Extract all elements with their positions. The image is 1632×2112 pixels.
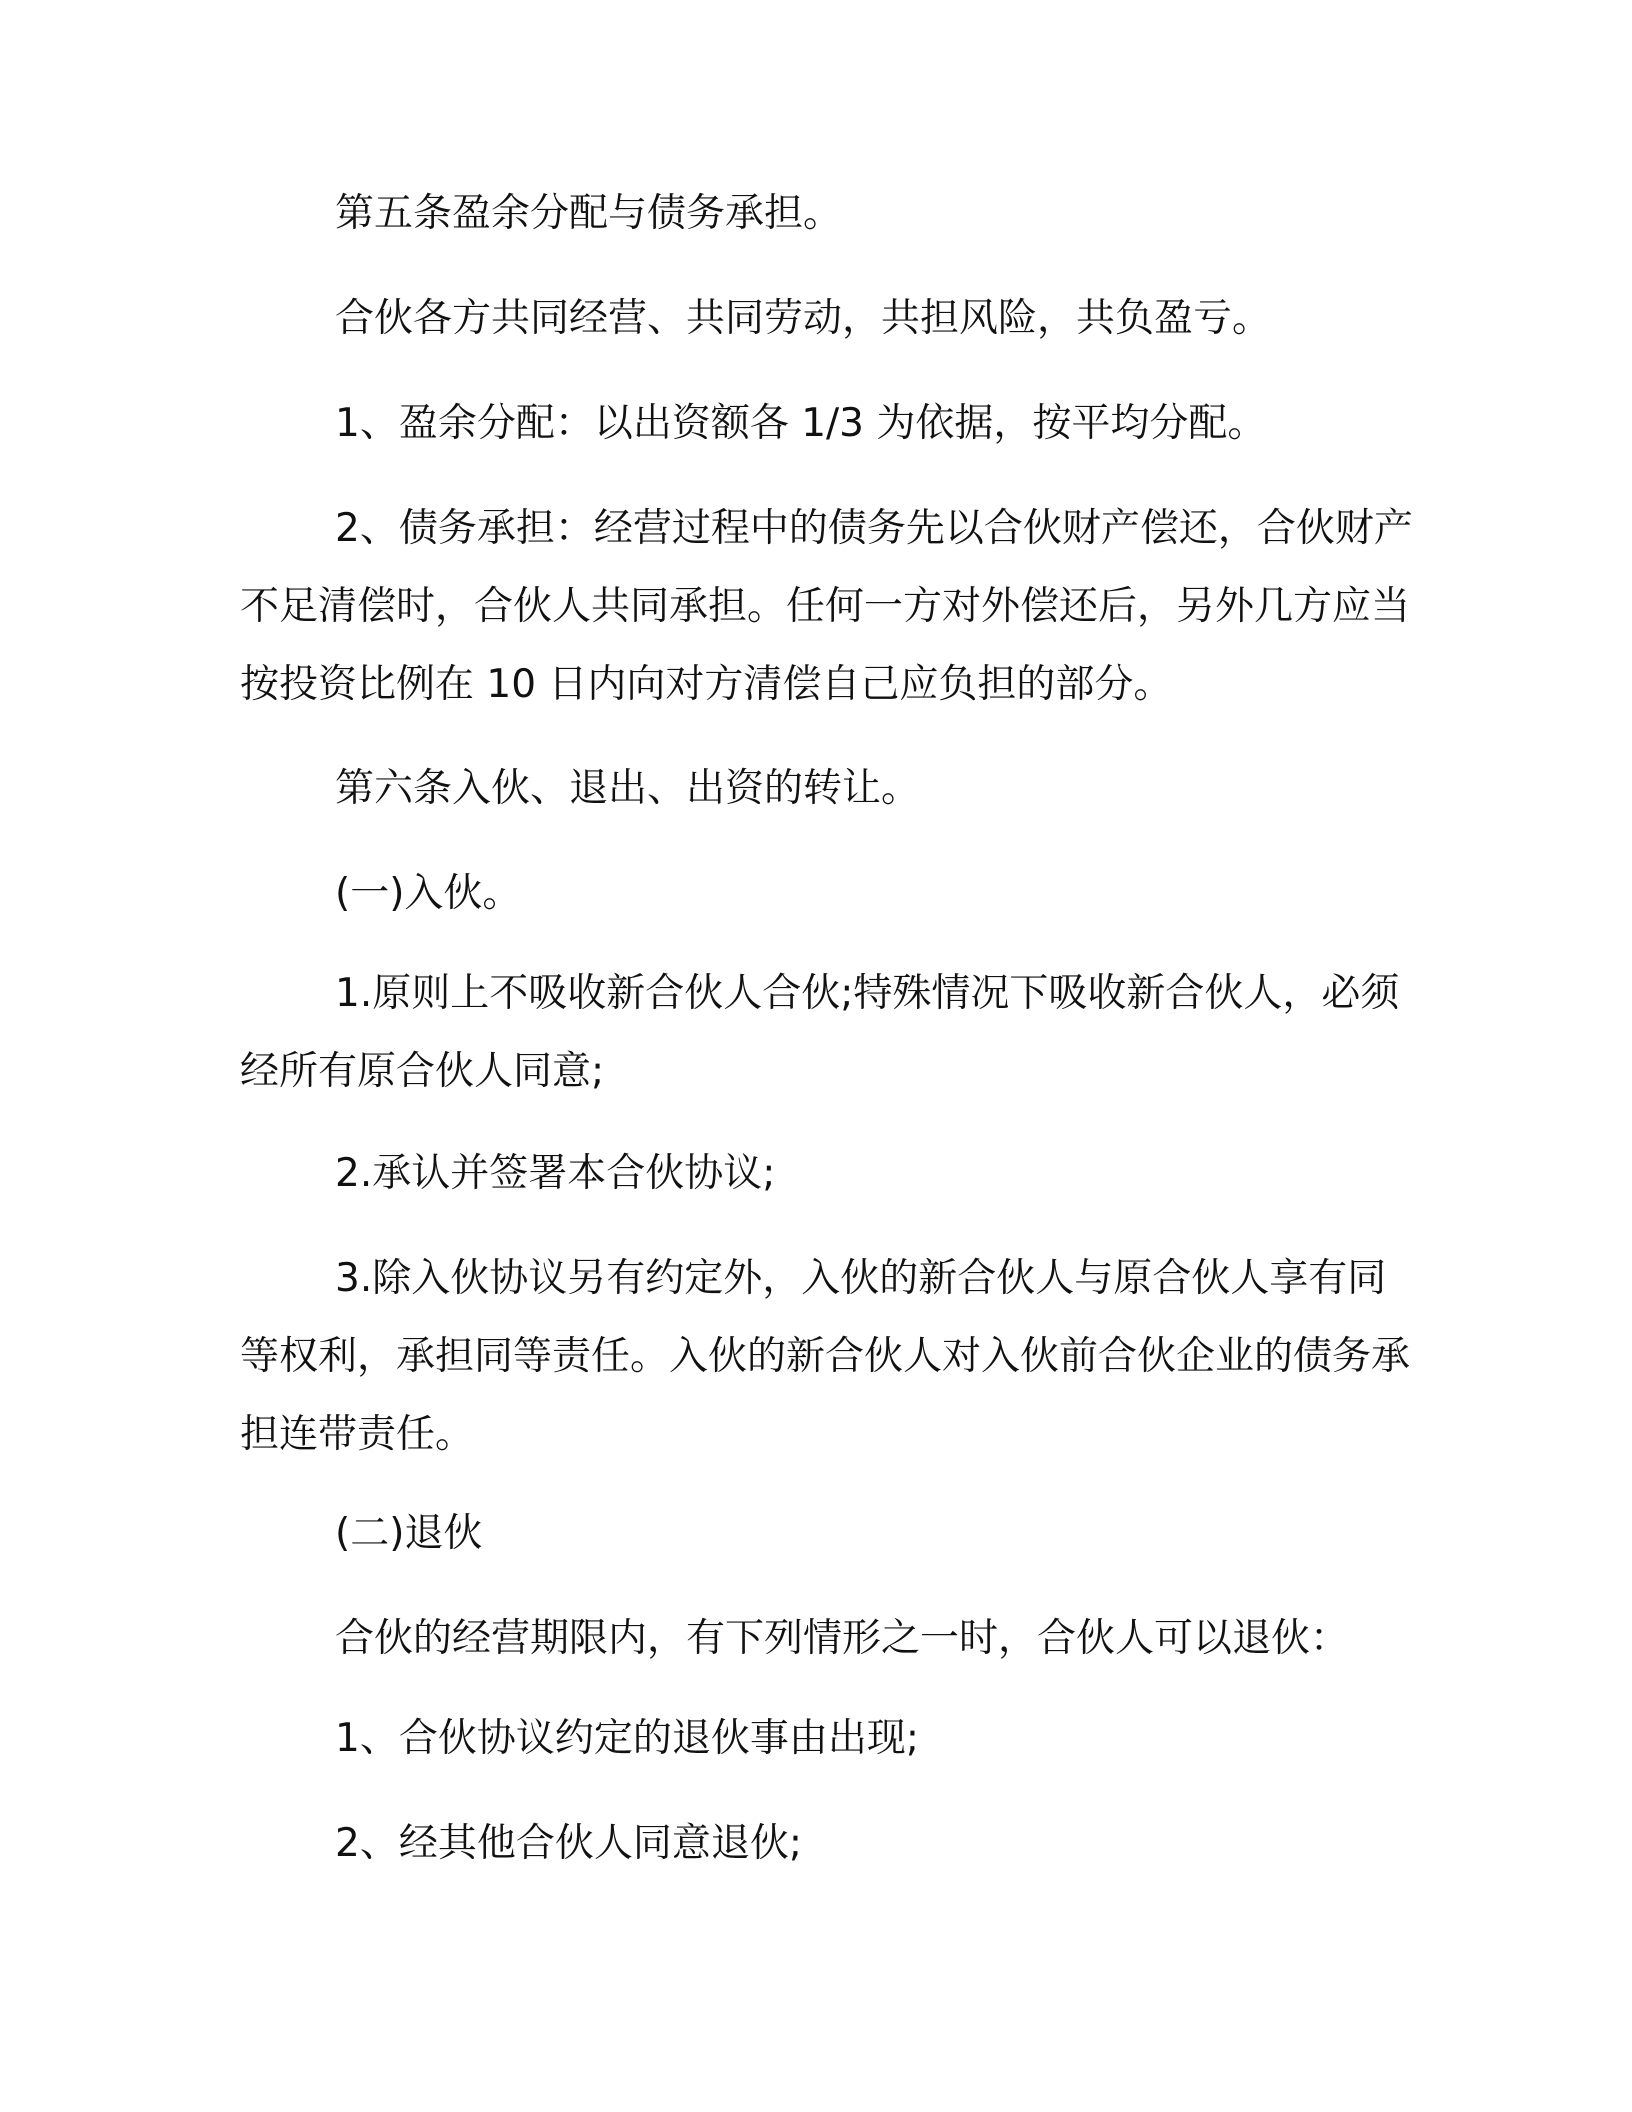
joining-clause-2: 2.承认并签署本合伙协议; xyxy=(335,1151,776,1196)
article-6-heading: 第六条入伙、退出、出资的转让。 xyxy=(335,766,921,811)
paragraph-shared-risk: 合伙各方共同经营、共同劳动，共担风险，共负盈亏。 xyxy=(335,296,1272,341)
withdrawal-intro: 合伙的经营期限内，有下列情形之一时，合伙人可以退伙： xyxy=(335,1616,1350,1661)
section-withdrawal-heading: (二)退伙 xyxy=(335,1511,483,1556)
article-5-heading: 第五条盈余分配与债务承担。 xyxy=(335,191,843,236)
paragraph-debt-liability: 2、债务承担：经营过程中的债务先以合伙财产偿还，合伙财产不足清偿时，合伙人共同承担。任何一方对外偿还后，另外几方应当按投资比例在 10 日内向对方清偿自己应负担的部分。 xyxy=(240,506,1413,707)
section-joining-heading: (一)入伙。 xyxy=(335,871,522,916)
joining-clause-3: 3.除入伙协议另有约定外，入伙的新合伙人与原合伙人享有同等权利，承担同等责任。入伙的新合伙人对入伙前合伙企业的债务承担连带责任。 xyxy=(240,1256,1411,1457)
withdrawal-item-1: 1、合伙协议约定的退伙事由出现; xyxy=(335,1716,919,1761)
paragraph-profit-distribution: 1、盈余分配：以出资额各 1/3 为依据，按平均分配。 xyxy=(335,401,1267,446)
withdrawal-item-2: 2、经其他合伙人同意退伙; xyxy=(335,1821,802,1866)
joining-clause-1: 1.原则上不吸收新合伙人合伙;特殊情况下吸收新合伙人，必须经所有原合伙人同意; xyxy=(240,971,1400,1094)
